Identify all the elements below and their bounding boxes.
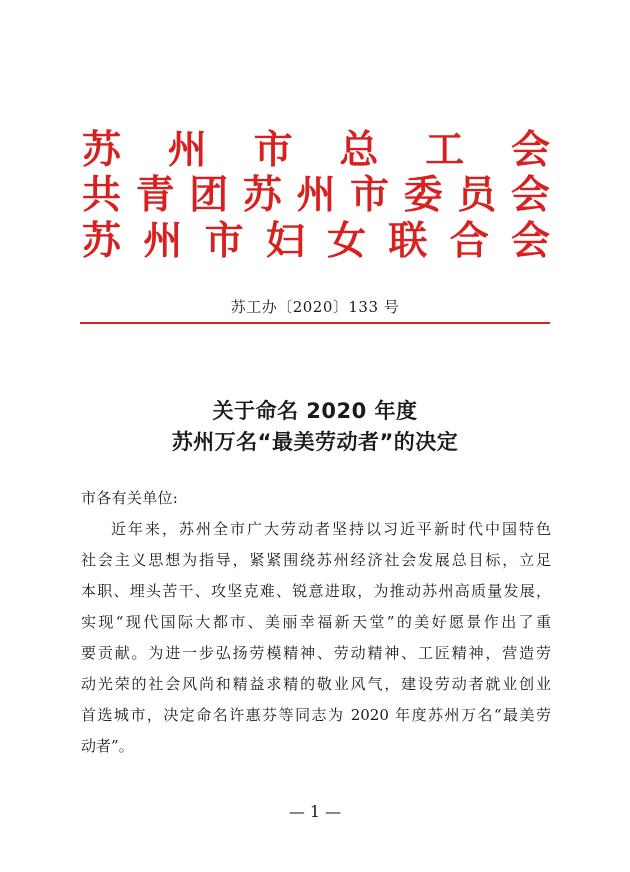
document-title-line-2: 苏州万名“最美劳动者”的决定 [171, 430, 459, 454]
body-line: 近年来，苏州全市广大劳动者坚持以习近平新时代中国特色 [111, 520, 551, 538]
org-char: 州 [296, 172, 336, 218]
org-char: 市 [350, 172, 390, 218]
red-divider [80, 322, 550, 324]
document-title-line-1: 关于命名 2020 年度 [212, 399, 418, 423]
org-char: 合 [449, 218, 489, 264]
org-char: 工 [425, 127, 465, 173]
org-name-trade-union [82, 128, 550, 172]
org-char: 苏 [242, 172, 282, 218]
org-char: 苏 [82, 218, 122, 264]
page-number: — 1 — [288, 802, 342, 821]
body-line: 首选城市，决定命名许惠芬等同志为 2020 年度苏州万名“最美劳 [81, 706, 551, 724]
document-number: 苏工办〔2020〕133 号 [230, 298, 400, 316]
org-char: 委 [403, 172, 443, 218]
body-line: 实现“现代国际大都市、美丽幸福新天堂”的美好愿景作出了重 [81, 613, 551, 631]
org-name-youth-league [82, 173, 550, 217]
org-char: 女 [327, 218, 367, 264]
org-char: 员 [457, 172, 497, 218]
body-line: 动者”。 [81, 737, 134, 755]
org-char: 青 [135, 172, 175, 218]
org-char: 州 [167, 127, 207, 173]
org-char: 妇 [265, 218, 305, 264]
org-char: 会 [510, 172, 550, 218]
org-char: 联 [388, 218, 428, 264]
salutation: 市各有关单位: [81, 489, 179, 507]
org-char: 州 [143, 218, 183, 264]
org-char: 市 [204, 218, 244, 264]
org-char: 总 [339, 127, 379, 173]
org-char: 会 [510, 218, 550, 264]
body-line: 社会主义思想为指导，紧紧围绕苏州经济社会发展总目标，立足 [81, 551, 551, 569]
org-char: 共 [82, 172, 122, 218]
org-char: 团 [189, 172, 229, 218]
org-char: 苏 [82, 127, 122, 173]
org-char: 会 [510, 127, 550, 173]
org-char: 市 [253, 127, 293, 173]
body-line: 动光荣的社会风尚和精益求精的敬业风气，建设劳动者就业创业 [81, 675, 551, 693]
body-line: 要贡献。为进一步弘扬劳模精神、劳动精神、工匠精神，营造劳 [81, 644, 551, 662]
body-line: 本职、埋头苦干、攻坚克难、锐意进取，为推动苏州高质量发展， [81, 582, 551, 600]
org-name-womens-federation [82, 219, 550, 263]
